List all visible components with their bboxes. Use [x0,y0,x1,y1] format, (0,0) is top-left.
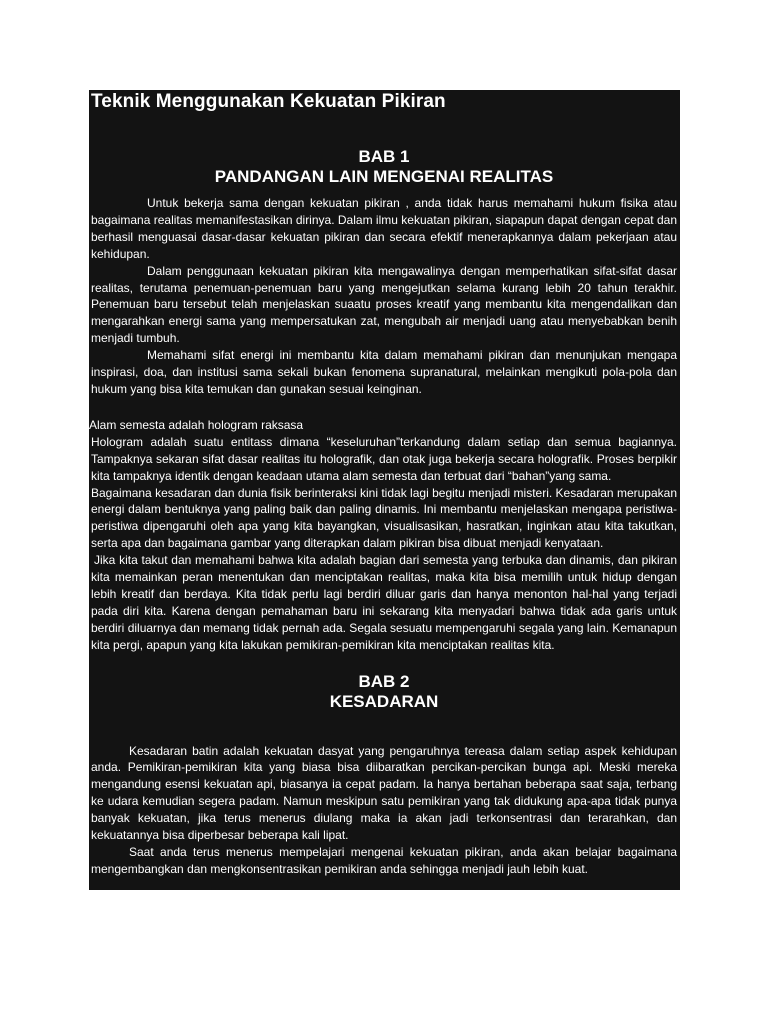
chapter-2-body [91,743,677,878]
document-title: Teknik Menggunakan Kekuatan Pikiran [91,91,446,112]
section-bullet [89,417,677,434]
paragraph: Jika kita takut dan memahami bahwa kita adalah bagian dari semesta yang terbuka dan dinamis, dan pikiran kita memainkan peran menentukan dan menciptakan realitas, maka kita bisa memilih untuk hidup dengan lebih kreatif dan berdaya. Kita tidak perlu lagi berdiri diluar garis dan hanya menonton hal-hal yang terjadi pada diri kita. Karena dengan pemahaman baru ini sekarang kita menyadari bahwa tidak ada garis untuk berdiri diluarnya dan memang tidak pernah ada. Segala sesuatu mempengaruhi segala yang lain. Kemanapun kita pergi, apapun yang kita lakukan pemikiran-pemikiran kita menciptakan realitas kita. [91,553,677,652]
chapter-1-section [91,434,677,654]
paragraph: Untuk bekerja sama dengan kekuatan pikiran , anda tidak harus memahami hukum fisika atau bagaimana realitas memanifestasikan dirinya. Dalam ilmu kekuatan pikiran, siapapun dapat dengan cepat dan berhasil menguasai dasar-dasar kekuatan pikiran dan secara efektif menerapkannya dalam pekerjaan atau kehidupan. [91,196,677,261]
paragraph: Saat anda terus menerus mempelajari mengenai kekuatan pikiran, anda akan belajar bagaimana mengembangkan dan mengkonsentrasikan pemikiran anda sehingga menjadi jauh lebih kuat. [91,845,677,876]
chapter-1-heading: PANDANGAN LAIN MENGENAI REALITAS [214,167,554,186]
paragraph: Memahami sifat energi ini membantu kita dalam memahami pikiran dan menunjukan mengapa inspirasi, doa, dan institusi sama sekali bukan fenomena supranatural, melainkan mengikuti pola-pola dan hukum yang bisa kita temukan dan gunakan sesuai keinginan. [91,348,677,396]
chapter-2-heading: KESADARAN [329,691,439,711]
paragraph: Kesadaran batin adalah kekuatan dasyat yang pengaruhnya tereasa dalam setiap aspek kehidupan anda. Pemikiran-pemikiran kita yang biasa bisa diibaratkan percikan-percikan bunga api. Meski mereka mengandung esensi kekuatan api, biasanya ia cepat padam. Ia hanya bertahan beberapa saat saja, terbang ke udara kemudian segera padam. Namun meskipun satu pemikiran yang tak didukung apa-apa tidak punya banyak kekuatan, jika terus menerus diulang maka ia akan jadi terkonsentrasi dan terarahkan, dan kekuatannya bisa diperbesar beberapa kali lipat. [91,743,677,843]
chapter-2-number: BAB 2 [358,671,410,691]
paragraph: Dalam penggunaan kekuatan pikiran kita mengawalinya dengan memperhatikan sifat-sifat dasar realitas, terutama penemuan-penemuan baru yang mengejutkan selama kurang lebih 20 tahun terakhir. Penemuan baru tersebut telah menjelaskan suaatu proses kreatif yang membantu kita mengendalikan dan mengarahkan energi sama yang mempersatukan zat, mengubah air menjadi uang atau menyebabkan benih menjadi tumbuh. [91,263,677,346]
document-page [89,90,680,890]
paragraph: Hologram adalah suatu entitass dimana “keseluruhan”terkandung dalam setiap dan semua bagiannya. Tampaknya sekaran sifat dasar realitas itu holografik, dan otak juga bekerja secara holografik. Proses berpikir kita tampaknya identik dengan keadaan utama alam semesta dan terbuat dari “bahan”yang sama. [91,434,677,483]
chapter-1-intro [91,195,677,398]
bullet-text: Alam semesta adalah hologram raksasa [89,417,304,432]
chapter-1-number: BAB 1 [358,147,410,166]
paragraph: Bagaimana kesadaran dan dunia fisik berinteraksi kini tidak lagi begitu menjadi misteri. Kesadaran merupakan energi dalam bentuknya yang paling baik dan paling dinamis. Ini membantu menjelaskan mengapa peristiwa-peristiwa dipengaruhi oleh apa yang kita bayangkan, visualisasikan, hasratkan, inginkan atau kita takutkan, serta apa dan bagaimana gambar yang diterapkan dalam pikiran bisa dibuat menjadi kenyataan. [91,485,677,551]
